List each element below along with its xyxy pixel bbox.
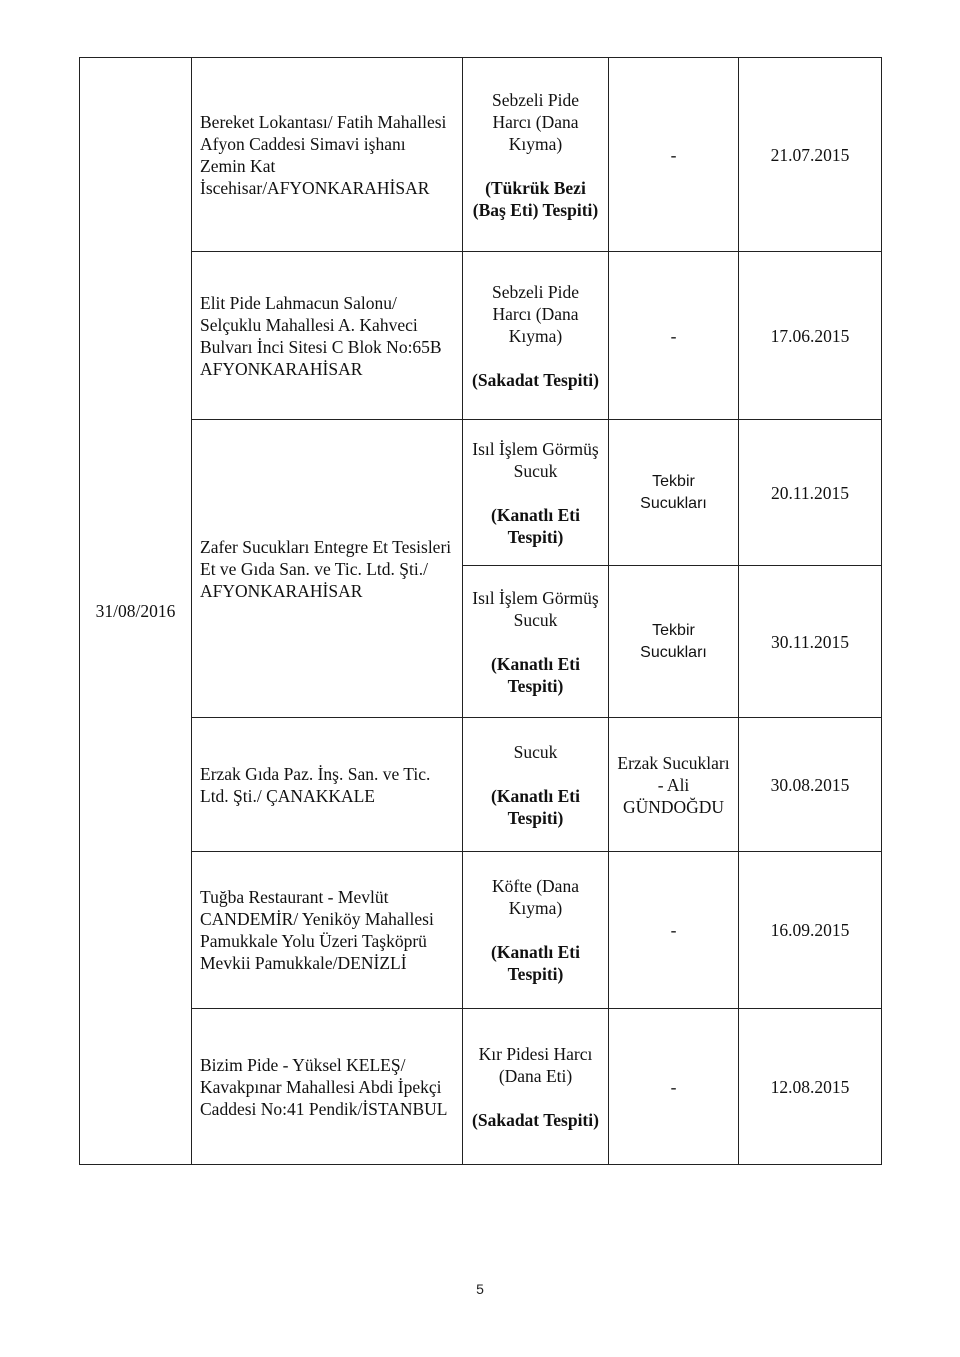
- analysis-date-cell: [80, 58, 192, 1165]
- production-date: 30.08.2015: [770, 774, 850, 795]
- firm-text: Tuğba Restaurant - Mevlüt CANDEMİR/ Yeniköy Mahallesi Pamukkale Yolu Üzeri Taşköprü Mevkii Pamukkale/DENİZLİ: [200, 887, 434, 973]
- brand-text: -: [670, 325, 677, 346]
- brand-cell: [609, 852, 739, 1009]
- product-cell: [463, 420, 609, 566]
- finding-text: (Sakadat Tespiti): [472, 1109, 599, 1130]
- finding-text: (Kanatlı Eti Tespiti): [491, 785, 580, 828]
- production-date-cell: [739, 58, 882, 252]
- brand-text: Tekbir Sucukları: [640, 621, 707, 661]
- table-row: [80, 420, 882, 566]
- brand-cell: [609, 252, 739, 420]
- table-row: [80, 1009, 882, 1165]
- findings-table: [79, 57, 882, 1165]
- brand-text: -: [670, 144, 677, 165]
- table-row: [80, 252, 882, 420]
- production-date-cell: [739, 252, 882, 420]
- product-name: Sebzeli Pide Harcı (Dana Kıyma): [492, 89, 579, 154]
- brand-cell: [609, 420, 739, 566]
- page-number: 5: [476, 1281, 484, 1297]
- firm-cell: [192, 252, 463, 420]
- production-date-cell: [739, 566, 882, 718]
- product-name: Sebzeli Pide Harcı (Dana Kıyma): [492, 281, 579, 346]
- production-date: 30.11.2015: [770, 631, 850, 652]
- table-row: [80, 852, 882, 1009]
- firm-text: Bizim Pide - Yüksel KELEŞ/ Kavakpınar Mahallesi Abdi İpekçi Caddesi No:41 Pendik/İSTANBUL: [200, 1054, 448, 1119]
- production-date: 12.08.2015: [770, 1076, 850, 1097]
- brand-cell: [609, 566, 739, 718]
- firm-cell: [192, 58, 463, 252]
- finding-text: (Kanatlı Eti Tespiti): [491, 504, 580, 547]
- firm-text: Erzak Gıda Paz. İnş. San. ve Tic. Ltd. Şti./ ÇANAKKALE: [200, 763, 431, 806]
- firm-cell: [192, 718, 463, 852]
- product-cell: [463, 852, 609, 1009]
- product-name: Isıl İşlem Görmüş Sucuk: [472, 587, 599, 630]
- firm-text: Bereket Lokantası/ Fatih Mahallesi Afyon Caddesi Simavi işhanı Zemin Kat İscehisar/AFYONKARAHİSAR: [200, 111, 447, 198]
- production-date: 17.06.2015: [770, 325, 850, 346]
- production-date-cell: [739, 852, 882, 1009]
- production-date: 16.09.2015: [770, 920, 850, 940]
- table-row: [80, 58, 882, 252]
- firm-cell: [192, 852, 463, 1009]
- product-cell: [463, 1009, 609, 1165]
- production-date: 21.07.2015: [770, 144, 850, 165]
- product-name: Köfte (Dana Kıyma): [492, 876, 579, 918]
- analysis-date: 31/08/2016: [95, 601, 176, 621]
- brand-cell: [609, 718, 739, 852]
- product-cell: [463, 566, 609, 718]
- brand-text: Tekbir Sucukları: [640, 472, 707, 512]
- finding-text: (Kanatlı Eti Tespiti): [491, 942, 580, 984]
- finding-text: (Kanatlı Eti Tespiti): [491, 653, 580, 696]
- finding-text: (Tükrük Bezi (Baş Eti) Tespiti): [472, 177, 599, 220]
- brand-text: -: [670, 920, 677, 940]
- firm-text: Zafer Sucukları Entegre Et Tesisleri Et ve Gıda San. ve Tic. Ltd. Şti./ AFYONKARAHİSAR: [200, 536, 452, 601]
- production-date-cell: [739, 1009, 882, 1165]
- table-row: [80, 718, 882, 852]
- production-date: 20.11.2015: [770, 482, 850, 503]
- product-name: Sucuk: [513, 741, 558, 762]
- product-cell: [463, 252, 609, 420]
- firm-cell: [192, 420, 463, 718]
- brand-cell: [609, 1009, 739, 1165]
- finding-text: (Sakadat Tespiti): [472, 369, 599, 390]
- brand-text: Erzak Sucukları - Ali GÜNDOĞDU: [617, 752, 730, 817]
- brand-cell: [609, 58, 739, 252]
- product-name: Kır Pidesi Harcı (Dana Eti): [478, 1043, 593, 1086]
- product-cell: [463, 58, 609, 252]
- production-date-cell: [739, 420, 882, 566]
- production-date-cell: [739, 718, 882, 852]
- product-cell: [463, 718, 609, 852]
- firm-cell: [192, 1009, 463, 1165]
- firm-text: Elit Pide Lahmacun Salonu/ Selçuklu Mahallesi A. Kahveci Bulvarı İnci Sitesi C Blok No:65B AFYONKARAHİSAR: [200, 292, 442, 379]
- brand-text: -: [670, 1076, 677, 1097]
- product-name: Isıl İşlem Görmüş Sucuk: [472, 438, 599, 481]
